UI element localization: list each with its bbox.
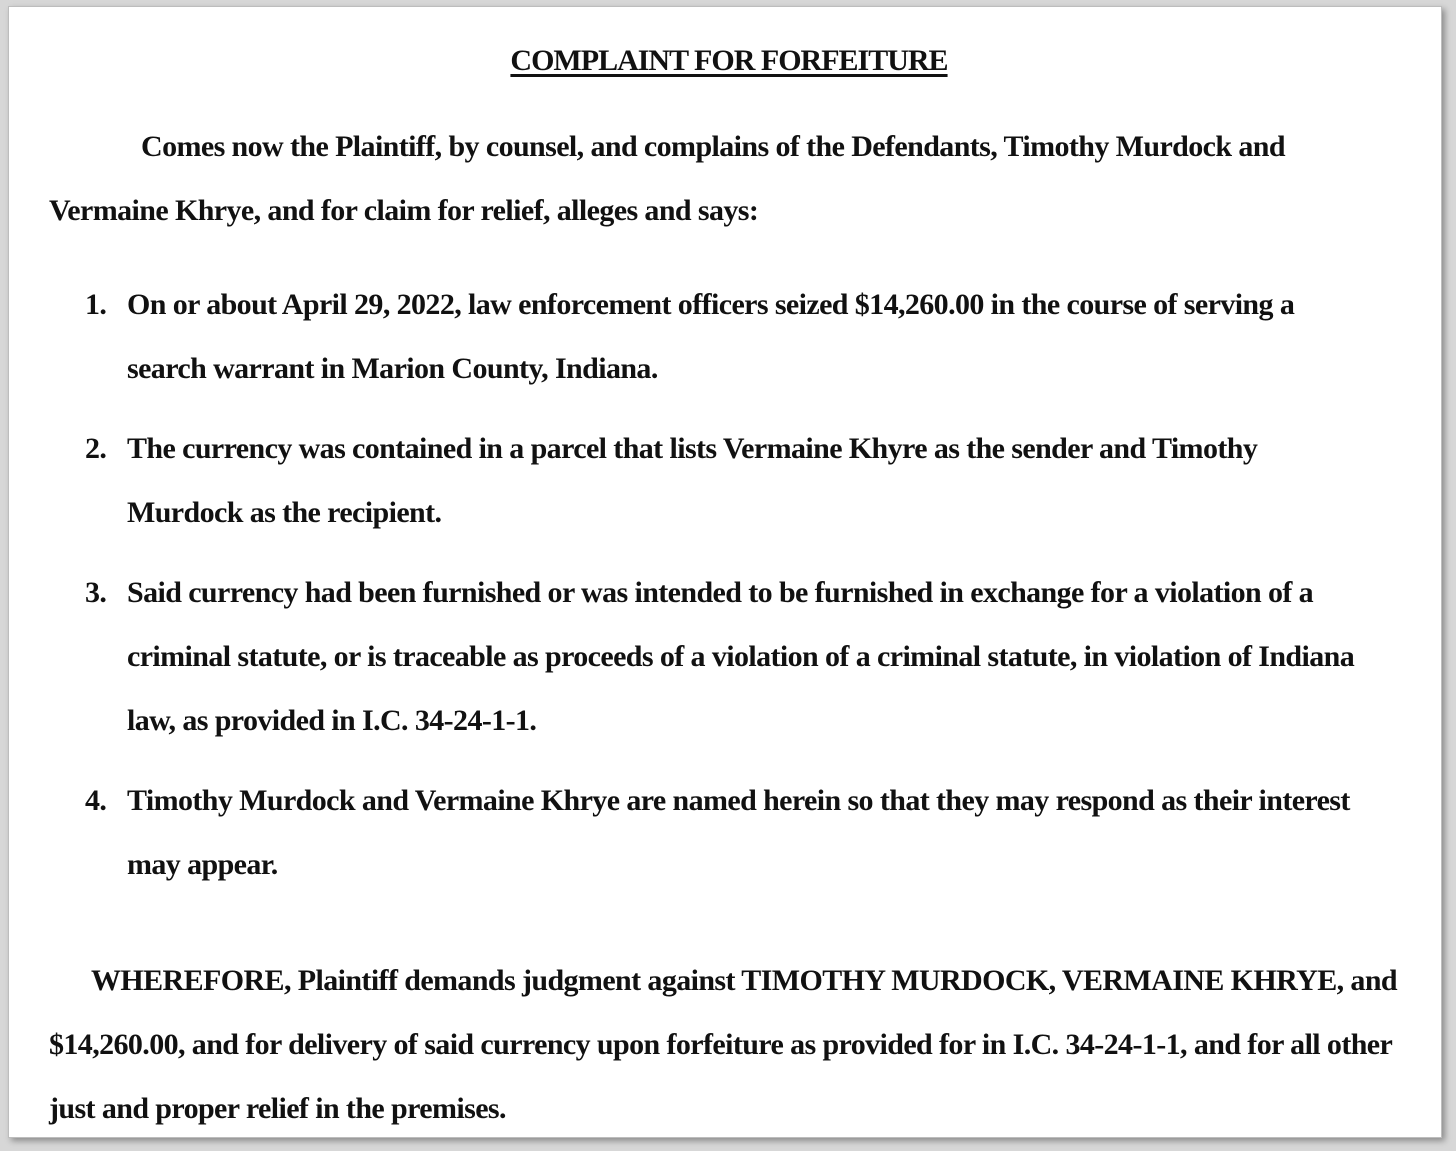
list-item — [85, 417, 1375, 545]
item-text: On or about April 29, 2022, law enforcement officers seized $14,260.00 in the course of serving a search warrant in Marion County, Indiana. — [127, 288, 1295, 385]
document-title: COMPLAINT FOR FORFEITURE — [510, 44, 948, 77]
item-number: 3. — [85, 576, 107, 609]
list-item — [85, 273, 1375, 401]
list-item — [85, 561, 1375, 753]
intro-paragraph: Comes now the Plaintiff, by counsel, and complains of the Defendants, Timothy Murdock and Vermaine Khrye, and for claim for relief, alleges and says: — [49, 130, 1285, 227]
item-text: Said currency had been furnished or was intended to be furnished in exchange for a violation of a criminal statute, or is traceable as proceeds of a violation of a criminal statute, in violation of Indiana law, as provided in I.C. 34-24-1-1. — [127, 576, 1355, 737]
document-page — [8, 6, 1442, 1138]
item-text: Timothy Murdock and Vermaine Khrye are named herein so that they may respond as their interest may appear. — [127, 784, 1350, 881]
wherefore-paragraph: WHEREFORE, Plaintiff demands judgment against TIMOTHY MURDOCK, VERMAINE KHRYE, and $14,260.00, and for delivery of said currency upon forfeiture as provided for in I.C. 34-24-1-1, and for all other just and proper relief in the premises. — [49, 964, 1397, 1125]
item-number: 2. — [85, 432, 107, 465]
list-item — [85, 769, 1375, 897]
item-number: 4. — [85, 784, 107, 817]
allegations-list — [85, 273, 1375, 913]
item-text: The currency was contained in a parcel that lists Vermaine Khyre as the sender and Timothy Murdock as the recipient. — [127, 432, 1258, 529]
item-number: 1. — [85, 288, 107, 321]
